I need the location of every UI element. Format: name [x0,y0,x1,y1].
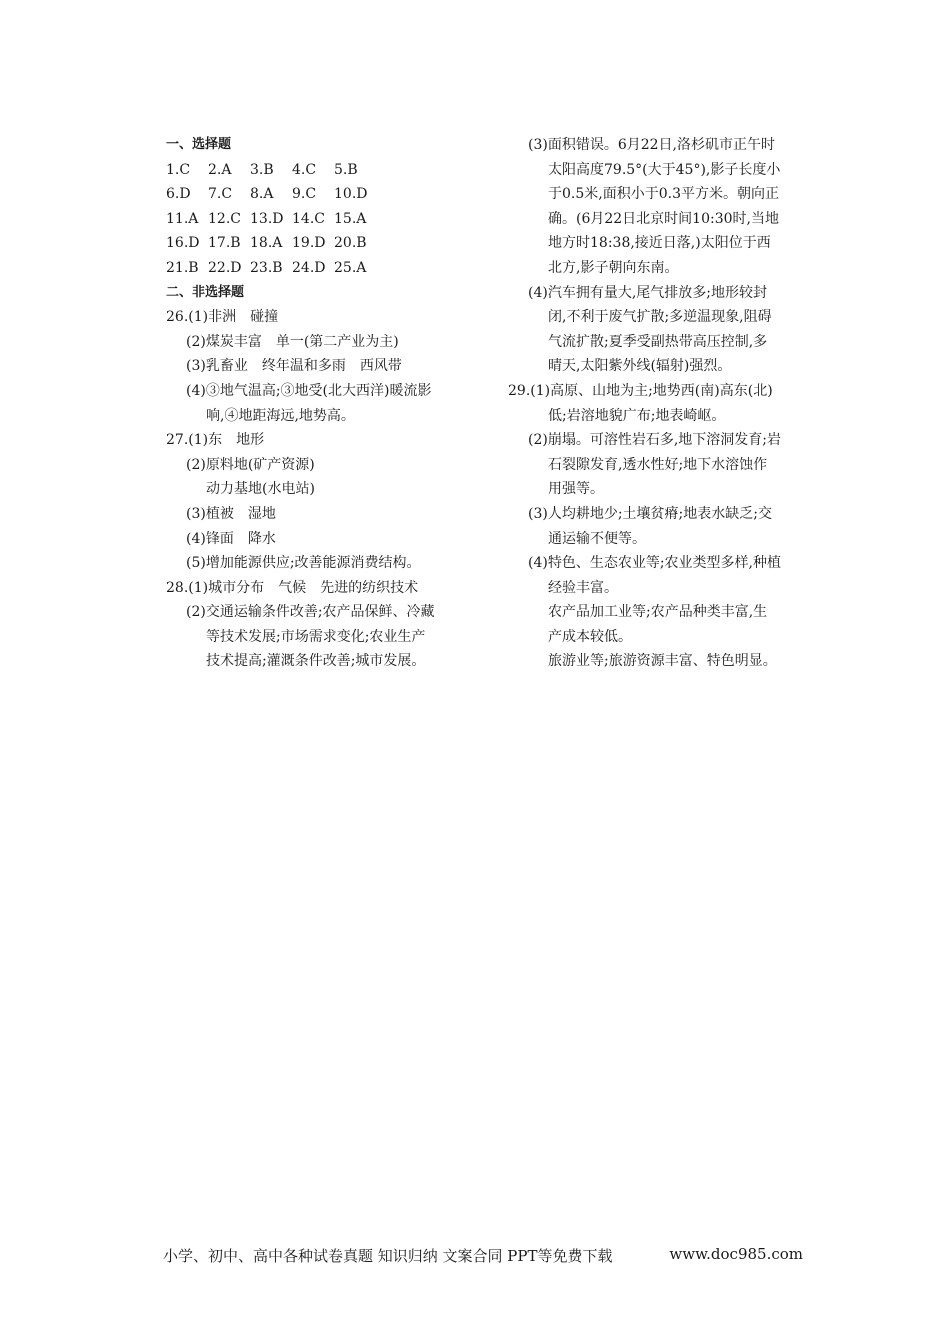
answer-line: 动力基地(水电站) [206,481,315,498]
left-column [166,133,466,674]
answer-line: (2)交通运输条件改善;农产品保鲜、冷藏 [186,604,435,621]
answer-line: 确。(6月22日北京时间10:30时,当地 [548,210,779,227]
right-answer-lines [508,133,798,674]
choice-answer: 16.D [166,235,200,252]
answer-line: 闭,不利于废气扩散;多逆温现象,阻碍 [548,309,772,326]
answer-line: (2)煤炭丰富 单一(第二产业为主) [186,333,399,350]
choice-answer: 25.A [334,259,367,276]
answer-line: (4)锋面 降水 [186,530,276,547]
choice-row [166,231,466,256]
choice-answer: 23.B [250,259,283,276]
answer-line: (3)乳畜业 终年温和多雨 西风带 [186,358,402,375]
footer-text: 小学、初中、高中各种试卷真题 知识归纳 文案合同 PPT等免费下载 [163,1247,613,1265]
answer-line: (2)原料地(矿产资源) [186,456,315,473]
answer-line: 低;岩溶地貌广布;地表崎岖。 [548,407,726,424]
choice-answer: 19.D [292,235,326,252]
answer-line: 29.(1)高原、山地为主;地势西(南)高东(北) [508,382,773,399]
answer-line: 通运输不便等。 [548,530,646,547]
answer-line: 地方时18:38,接近日落,)太阳位于西 [548,235,771,252]
answer-line: 28.(1)城市分布 气候 先进的纺织技术 [166,579,419,596]
choice-answer: 20.B [334,235,367,252]
footer [163,1245,803,1266]
answer-line: 27.(1)东 地形 [166,432,265,449]
choice-row [166,182,466,207]
section-heading-choice: 一、选择题 [166,137,232,152]
choice-answer: 12.C [208,210,241,227]
answer-line: (4)汽车拥有量大,尾气排放多;地形较封 [528,284,767,301]
choice-row [166,207,466,232]
choice-answer: 13.D [250,210,284,227]
choice-answer: 15.A [334,210,367,227]
choice-answer: 24.D [292,259,326,276]
answer-line: 太阳高度79.5°(大于45°),影子长度小 [548,161,781,178]
answer-line: 晴天,太阳紫外线(辐射)强烈。 [548,358,732,375]
answer-line: 26.(1)非洲 碰撞 [166,309,279,326]
answer-line: (4)特色、生态农业等;农业类型多样,种植 [528,555,781,572]
choice-answer: 14.C [292,210,325,227]
answer-line: 石裂隙发育,透水性好;地下水溶蚀作 [548,456,768,473]
left-answer-lines [166,305,466,674]
choice-answer: 22.D [208,259,242,276]
choice-answer: 7.C [208,186,233,203]
choice-answers [166,158,466,281]
answer-line: 农产品加工业等;农产品种类丰富,生 [548,604,768,621]
answer-line: 气流扩散;夏季受副热带高压控制,多 [548,333,768,350]
answer-line: 用强等。 [548,481,604,498]
footer-url: www.doc985.com [669,1245,803,1263]
right-column [508,133,798,674]
answer-line: (4)③地气温高;③地受(北大西洋)暖流影 [186,382,432,399]
choice-answer: 10.D [334,186,368,203]
choice-answer: 11.A [166,210,199,227]
choice-answer: 21.B [166,259,199,276]
answer-line: (2)崩塌。可溶性岩石多,地下溶洞发育;岩 [528,432,781,449]
answer-line: 技术提高;灌溉条件改善;城市发展。 [206,653,426,670]
choice-row [166,256,466,281]
choice-answer: 3.B [250,161,274,178]
answer-line: (5)增加能源供应;改善能源消费结构。 [186,555,421,572]
answer-line: (3)植被 湿地 [186,505,276,522]
choice-answer: 2.A [208,161,232,178]
answer-line: 于0.5米,面积小于0.3平方米。朝向正 [548,186,779,203]
choice-answer: 6.D [166,186,191,203]
choice-answer: 18.A [250,235,283,252]
answer-line: 等技术发展;市场需求变化;农业生产 [206,628,426,645]
answer-line: 响,④地距海远,地势高。 [206,407,355,424]
choice-answer: 8.A [250,186,274,203]
answer-line: 经验丰富。 [548,579,618,596]
choice-answer: 4.C [292,161,317,178]
answer-line: (3)人均耕地少;土壤贫瘠;地表水缺乏;交 [528,505,772,522]
choice-answer: 1.C [166,161,191,178]
answer-line: (3)面积错误。6月22日,洛杉矶市正午时 [528,137,776,153]
section-heading-nonchoice: 二、非选择题 [166,284,245,300]
choice-answer: 17.B [208,235,241,252]
choice-answer: 5.B [334,161,358,178]
choice-answer: 9.C [292,186,317,203]
answer-line: 北方,影子朝向东南。 [548,259,679,276]
answer-line: 产成本较低。 [548,628,632,645]
choice-row [166,158,466,183]
answer-line: 旅游业等;旅游资源丰富、特色明显。 [548,653,777,670]
